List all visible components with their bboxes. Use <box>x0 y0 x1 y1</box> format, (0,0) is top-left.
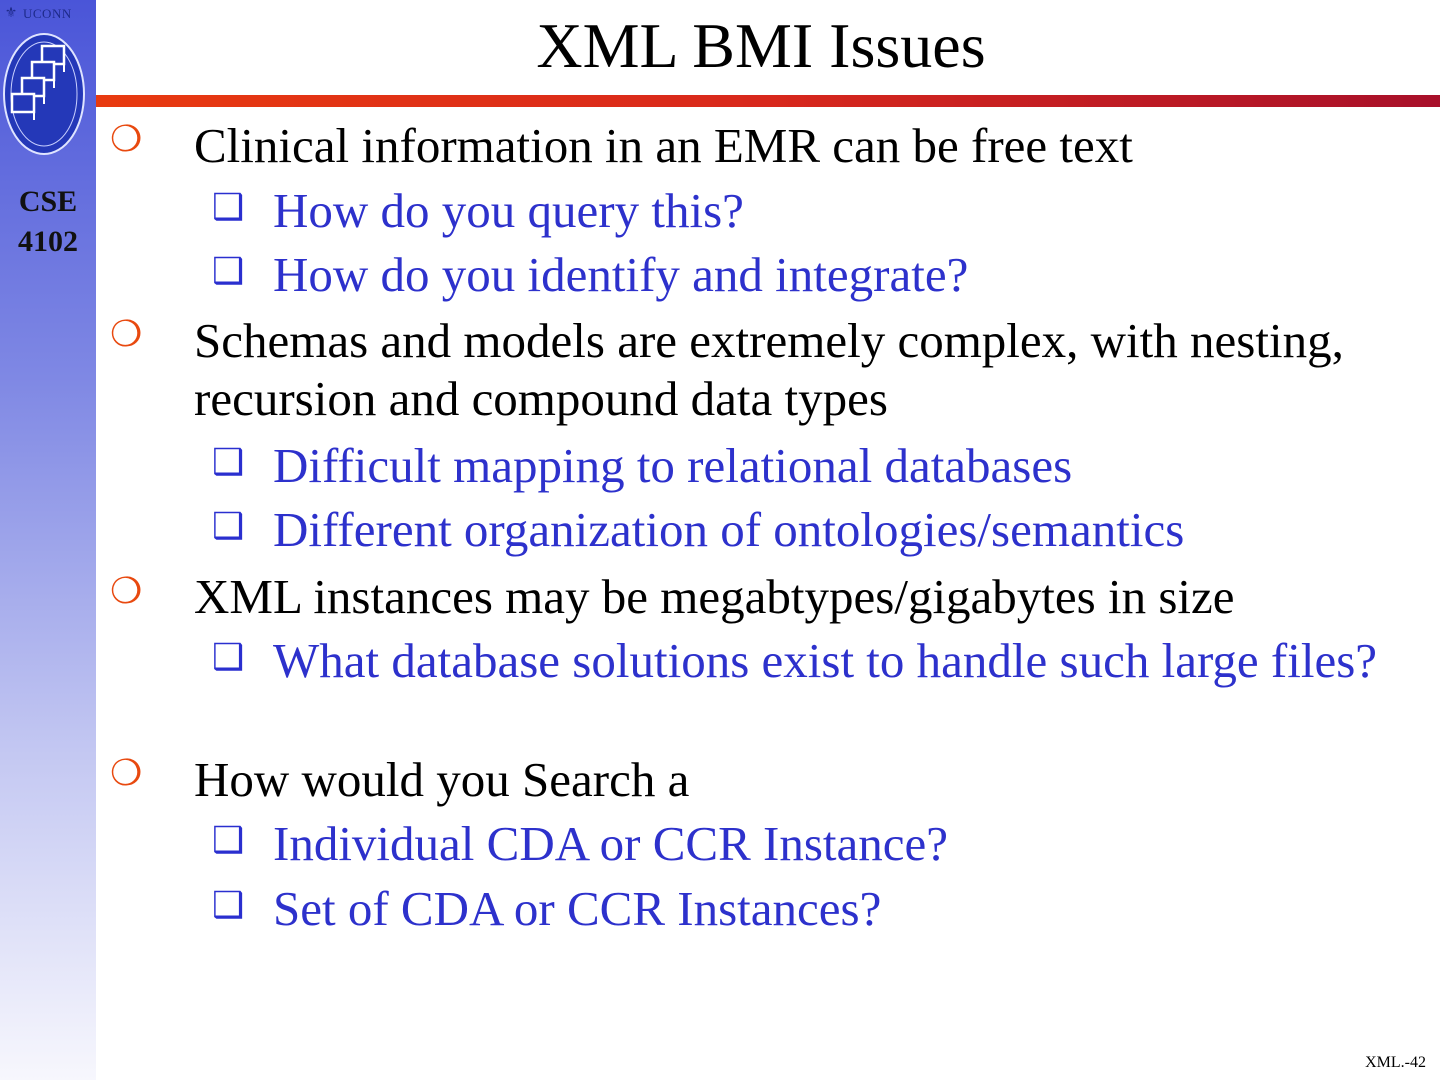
slide-number: XML.-42 <box>1365 1054 1426 1071</box>
circle-bullet-icon: ❍ <box>110 314 143 354</box>
circle-bullet-icon: ❍ <box>110 119 143 159</box>
institution-label: UCONN <box>23 6 72 21</box>
square-bullet-icon: ❑ <box>212 442 245 482</box>
square-bullet-icon: ❑ <box>212 820 245 860</box>
circle-bullet-icon: ❍ <box>110 753 143 793</box>
circle-bullet-icon: ❍ <box>110 571 143 611</box>
square-bullet-icon: ❑ <box>212 885 245 925</box>
sub-bullet-text: Individual CDA or CCR Instance? <box>273 816 949 871</box>
bullet-text: XML instances may be megabtypes/gigabytes in size <box>194 569 1235 624</box>
square-bullet-icon: ❑ <box>212 637 245 677</box>
sub-bullet-text: How do you query this? <box>273 183 744 238</box>
slide-title: XML BMI Issues <box>536 10 986 81</box>
sub-bullet-text: How do you identify and integrate? <box>273 247 969 302</box>
bullet-text: Clinical information in an EMR can be free text <box>194 118 1133 173</box>
course-code-line1: CSE <box>18 185 78 218</box>
sub-bullet-text: Different organization of ontologies/semantics <box>273 502 1185 557</box>
bullet-text: Schemas and models are extremely complex, with nesting, recursion and compound data types <box>194 313 1344 426</box>
uconn-crest-icon: ⚜ <box>4 6 18 21</box>
sub-bullet-text: What database solutions exist to handle such large files? <box>273 633 1378 688</box>
sub-bullet-text: Set of CDA or CCR Instances? <box>273 881 882 936</box>
bullet-text: How would you Search a <box>194 752 690 807</box>
square-bullet-icon: ❑ <box>212 506 245 546</box>
course-code-line2: 4102 <box>18 225 78 258</box>
square-bullet-icon: ❑ <box>212 251 245 291</box>
square-bullet-icon: ❑ <box>212 187 245 227</box>
sub-bullet-text: Difficult mapping to relational databases <box>273 438 1073 493</box>
